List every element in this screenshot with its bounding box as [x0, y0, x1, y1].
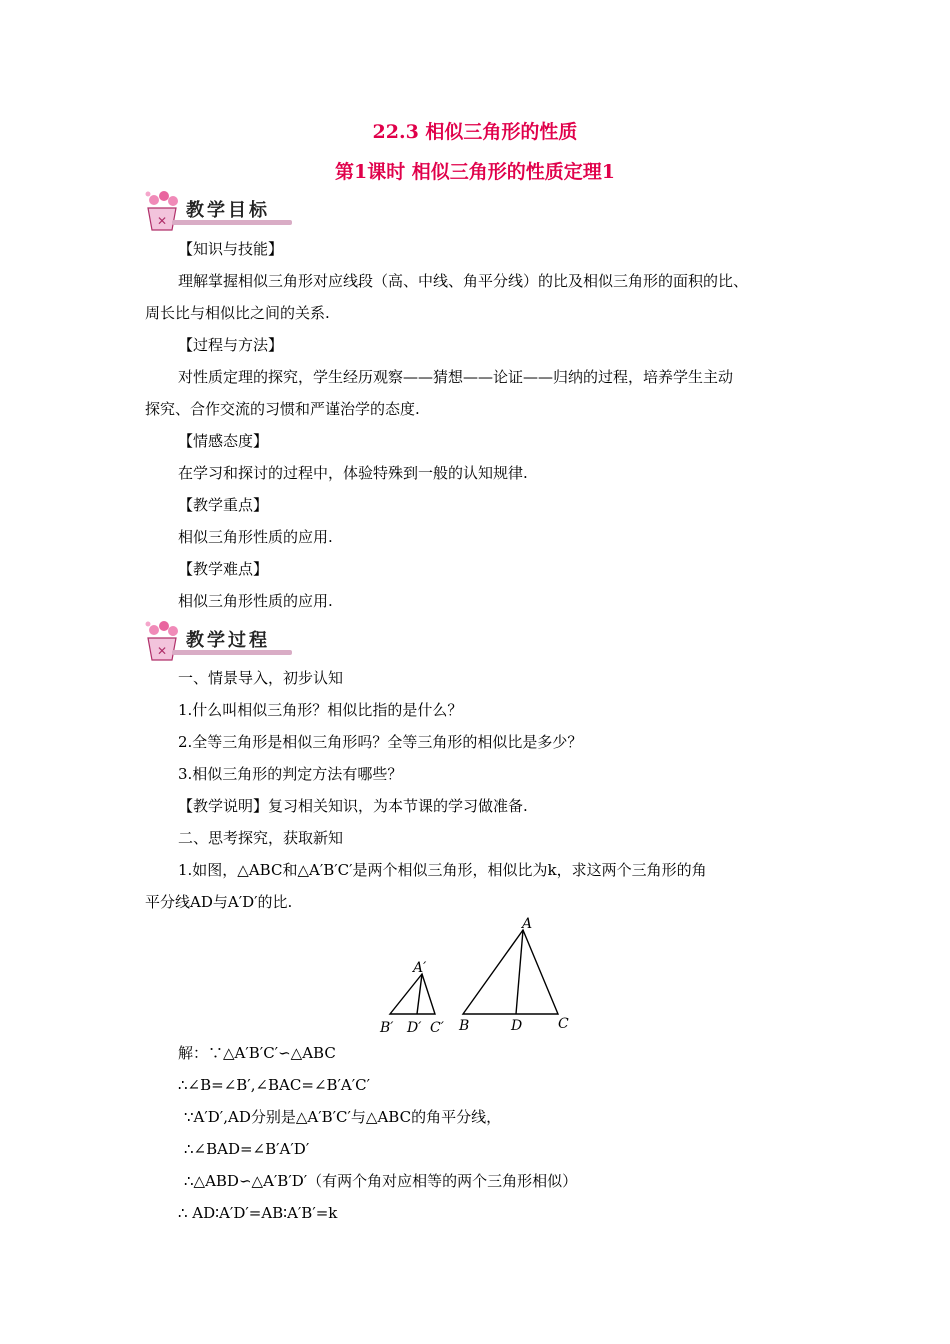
big-triangle — [463, 930, 558, 1014]
process-line-3: 2.全等三角形是相似三角形吗？全等三角形的相似比是多少？ — [178, 733, 583, 751]
page-title: 22.3 相似三角形的性质 — [372, 121, 578, 143]
flower-pot-icon — [140, 188, 184, 234]
solution-line-6: ∴ AD∶A′D′=AB∶A′B′=k — [178, 1204, 338, 1222]
svg-text:✕: ✕ — [157, 214, 168, 228]
process-line-8: 平分线AD与A′D′的比. — [145, 893, 293, 911]
knowledge-text-2: 周长比与相似比之间的关系. — [145, 304, 330, 322]
difficulty-heading: 【教学难点】 — [178, 560, 269, 578]
section-badge-process — [140, 618, 300, 664]
flower-pot-icon — [140, 618, 184, 664]
label-big-A: A — [522, 916, 533, 932]
process-line-7: 1.如图，△ABC和△A′B′C′是两个相似三角形，相似比为k，求这两个三角形的角 — [178, 861, 707, 879]
big-bisector — [516, 930, 523, 1014]
similar-triangles-figure — [375, 915, 585, 1040]
key-heading: 【教学重点】 — [178, 496, 269, 514]
solution-line-5: ∴△ABD∽△A′B′D′（有两个角对应相等的两个三角形相似） — [184, 1172, 578, 1190]
attitude-heading: 【情感态度】 — [178, 432, 269, 450]
label-small-A: A′ — [413, 960, 427, 976]
attitude-text: 在学习和探讨的过程中，体验特殊到一般的认知规律. — [178, 464, 528, 482]
label-small-C: C′ — [430, 1020, 444, 1036]
solution-line-3: ∵A′D′,AD分别是△A′B′C′与△ABC的角平分线， — [184, 1108, 502, 1126]
section-badge-goals — [140, 188, 300, 234]
section-title-goals: 教学目标 — [186, 200, 270, 221]
process-line-5: 【教学说明】复习相关知识，为本节课的学习做准备. — [178, 797, 528, 815]
label-small-B: B′ — [380, 1020, 394, 1036]
label-big-D: D — [511, 1018, 523, 1034]
solution-line-4: ∴∠BAD=∠B′A′D′ — [184, 1140, 310, 1158]
section-title-process: 教学过程 — [186, 630, 270, 651]
page-subtitle: 第1课时 相似三角形的性质定理1 — [334, 161, 616, 183]
label-big-B: B — [459, 1018, 470, 1034]
small-triangle — [390, 974, 435, 1014]
method-heading: 【过程与方法】 — [178, 336, 284, 354]
solution-line-1: 解：∵△A′B′C′∽△ABC — [178, 1044, 336, 1062]
process-line-1: 一、情景导入，初步认知 — [178, 669, 344, 687]
difficulty-text: 相似三角形性质的应用. — [178, 592, 333, 610]
key-text: 相似三角形性质的应用. — [178, 528, 333, 546]
process-line-6: 二、思考探究，获取新知 — [178, 829, 344, 847]
method-text-1: 对性质定理的探究，学生经历观察——猜想——论证——归纳的过程，培养学生主动 — [178, 368, 734, 386]
method-text-2: 探究、合作交流的习惯和严谨治学的态度. — [145, 400, 420, 418]
label-big-C: C — [558, 1016, 569, 1032]
process-line-4: 3.相似三角形的判定方法有哪些？ — [178, 765, 403, 783]
process-line-2: 1.什么叫相似三角形？相似比指的是什么？ — [178, 701, 463, 719]
knowledge-text-1: 理解掌握相似三角形对应线段（高、中线、角平分线）的比及相似三角形的面积的比、 — [178, 272, 749, 290]
solution-line-2: ∴∠B=∠B′,∠BAC=∠B′A′C′ — [178, 1076, 371, 1094]
knowledge-heading: 【知识与技能】 — [178, 240, 284, 258]
svg-text:✕: ✕ — [157, 644, 168, 658]
label-small-D: D′ — [407, 1020, 422, 1036]
